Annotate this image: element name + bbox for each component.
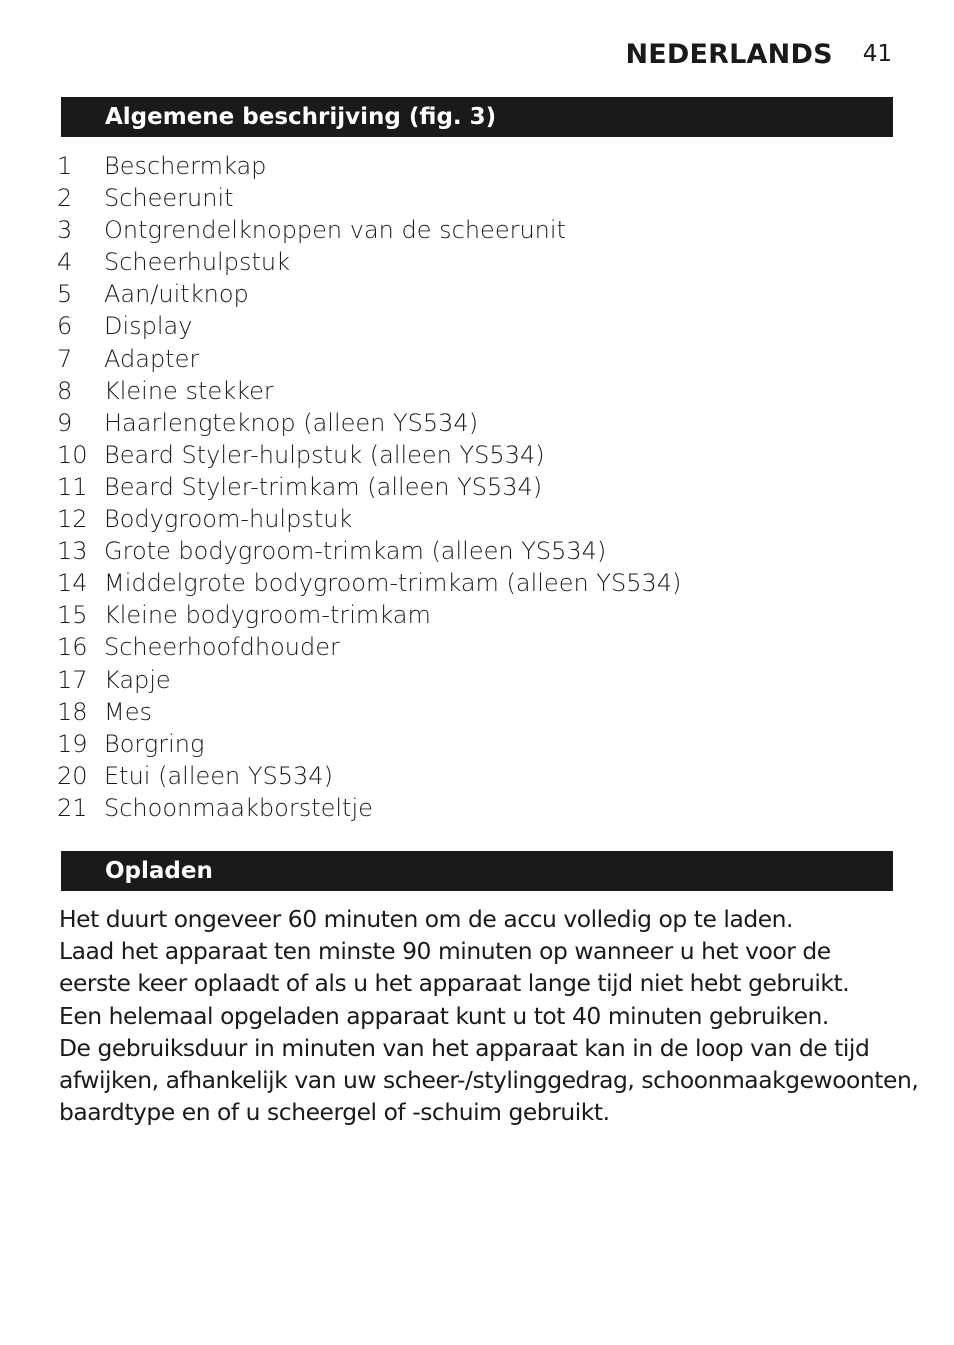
list-item (57, 182, 681, 214)
item-number: 7 (57, 344, 73, 373)
list-item (57, 503, 681, 535)
list-item (57, 246, 681, 278)
item-number: 3 (57, 216, 73, 245)
item-label: Etui (alleen YS534) (104, 761, 333, 790)
list-item (57, 150, 681, 182)
item-label: Beard Styler-trimkam (alleen YS534) (104, 472, 543, 501)
page-number: 41 (862, 41, 892, 67)
item-label: Scheerunit (104, 184, 234, 213)
item-number: 20 (57, 761, 88, 790)
item-label: Scheerhoofdhouder (104, 633, 340, 662)
paragraph-line: De gebruiksduur in minuten van het apparaat kan in de loop van de tijd (59, 1033, 870, 1062)
paragraph-line: eerste keer oplaadt of als u het apparaat lange tijd niet hebt gebruikt. (59, 969, 850, 998)
list-item (57, 310, 681, 342)
item-number: 2 (57, 184, 73, 213)
list-item (57, 664, 681, 696)
item-number: 13 (57, 537, 88, 566)
item-number: 8 (57, 376, 73, 405)
list-item (57, 471, 681, 503)
list-item (57, 439, 681, 471)
item-number: 5 (57, 280, 73, 309)
item-label: Adapter (104, 344, 200, 373)
item-label: Haarlengteknop (alleen YS534) (104, 408, 479, 437)
parts-list (57, 150, 681, 824)
list-item (57, 407, 681, 439)
item-label: Scheerhulpstuk (104, 248, 290, 277)
item-number: 12 (57, 505, 88, 534)
list-item (57, 792, 681, 824)
section-title: Opladen (105, 858, 213, 884)
item-number: 19 (57, 729, 88, 758)
charging-paragraph (59, 903, 919, 1128)
item-number: 16 (57, 633, 88, 662)
list-item (57, 599, 681, 631)
item-label: Ontgrendelknoppen van de scheerunit (104, 216, 566, 245)
list-item (57, 760, 681, 792)
item-number: 15 (57, 601, 88, 630)
language-heading: NEDERLANDS (625, 38, 833, 70)
paragraph-line: Een helemaal opgeladen apparaat kunt u tot 40 minuten gebruiken. (59, 1001, 829, 1030)
paragraph-line: Laad het apparaat ten minste 90 minuten op wanneer u het voor de (59, 937, 831, 966)
item-number: 17 (57, 665, 88, 694)
list-item (57, 375, 681, 407)
item-number: 21 (57, 793, 88, 822)
item-label: Aan/uitknop (104, 280, 249, 309)
page-header (625, 34, 892, 74)
item-number: 6 (57, 312, 73, 341)
item-label: Middelgrote bodygroom-trimkam (alleen YS534) (104, 569, 682, 598)
list-item (57, 567, 681, 599)
list-item (57, 535, 681, 567)
item-label: Kapje (104, 665, 171, 694)
list-item (57, 696, 681, 728)
item-label: Beschermkap (104, 152, 267, 180)
list-item (57, 278, 681, 310)
list-item (57, 343, 681, 375)
paragraph-line: afwijken, afhankelijk van uw scheer-/stylinggedrag, schoonmaakgewoonten, (59, 1066, 919, 1095)
item-number: 10 (57, 440, 88, 469)
item-number: 18 (57, 697, 88, 726)
section-heading-description (61, 97, 893, 137)
item-label: Beard Styler-hulpstuk (alleen YS534) (104, 440, 545, 469)
item-label: Bodygroom-hulpstuk (104, 505, 353, 534)
item-number: 11 (57, 472, 88, 501)
item-label: Borgring (104, 729, 205, 758)
list-item (57, 631, 681, 663)
item-number: 9 (57, 408, 73, 437)
item-label: Grote bodygroom-trimkam (alleen YS534) (104, 537, 607, 566)
paragraph-line: Het duurt ongeveer 60 minuten om de accu volledig op te laden. (59, 905, 794, 933)
item-label: Mes (104, 697, 152, 726)
item-number: 1 (57, 152, 73, 180)
section-heading-charging (61, 851, 893, 891)
item-label: Kleine bodygroom-trimkam (104, 601, 431, 630)
list-item (57, 728, 681, 760)
paragraph-line: baardtype en of u scheergel of -schuim gebruikt. (59, 1098, 610, 1127)
item-label: Kleine stekker (104, 376, 274, 405)
list-item (57, 214, 681, 246)
section-title: Algemene beschrijving (fig. 3) (105, 104, 497, 130)
item-label: Schoonmaakborsteltje (104, 793, 373, 822)
item-number: 14 (57, 569, 88, 598)
item-number: 4 (57, 248, 73, 277)
item-label: Display (104, 312, 193, 341)
